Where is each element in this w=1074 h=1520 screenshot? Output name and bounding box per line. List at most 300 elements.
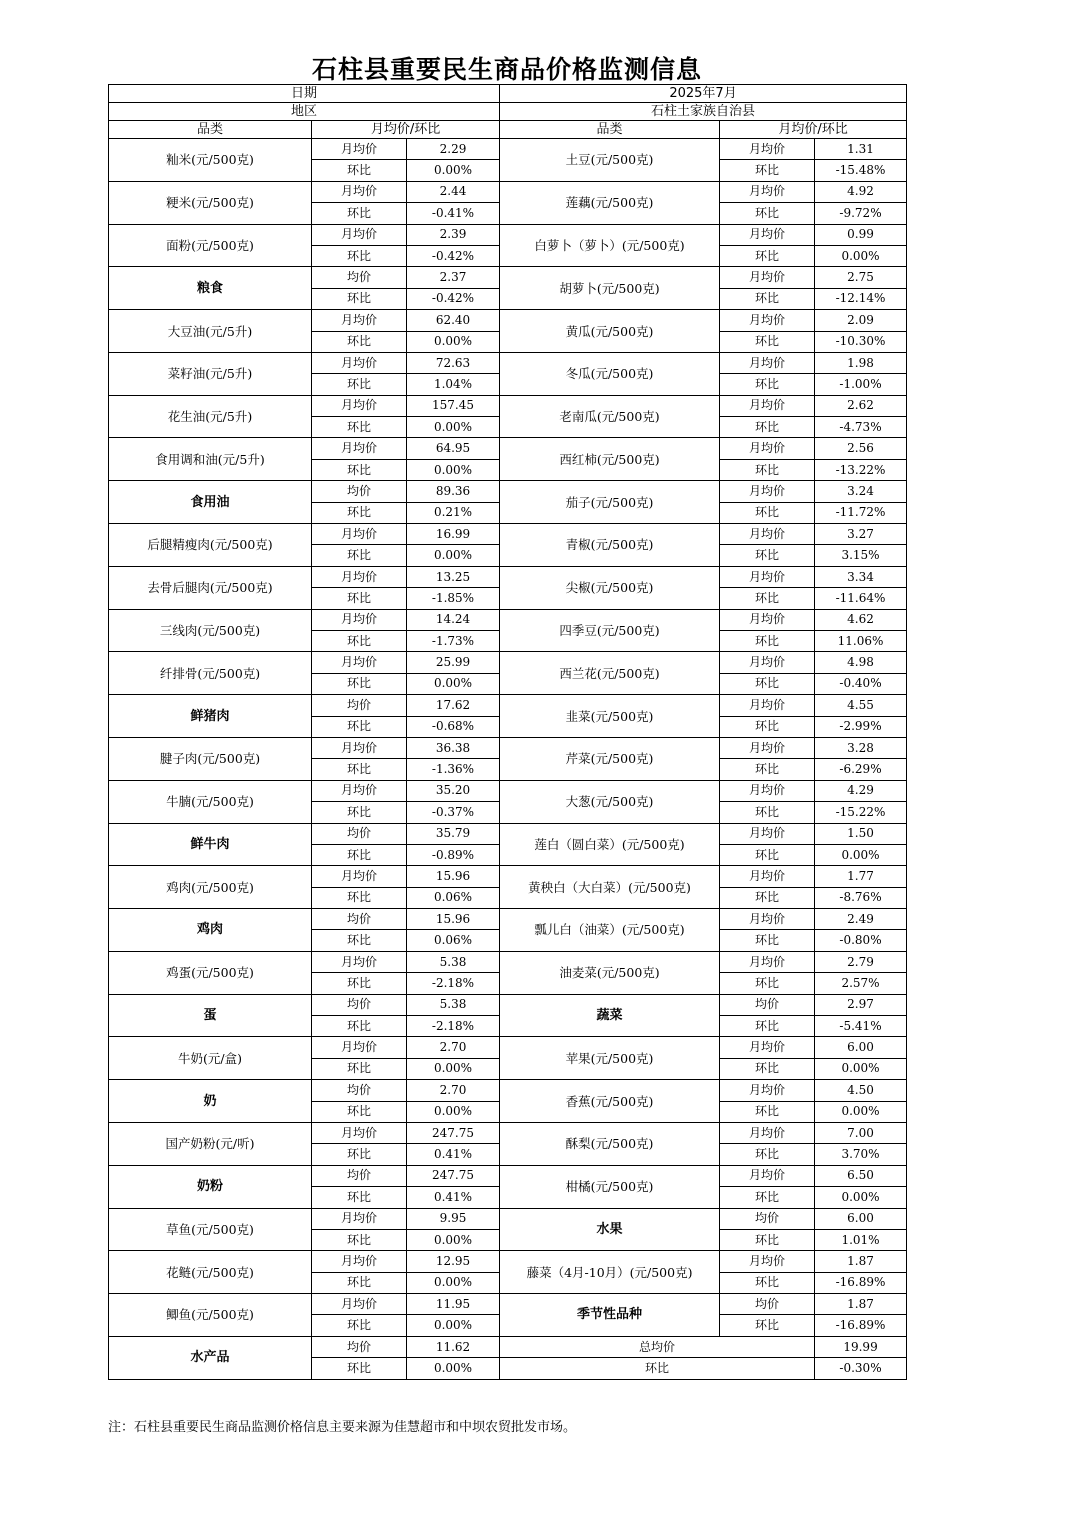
right-ratio-value: -11.64% (815, 588, 907, 609)
right-item-name: 莲藕(元/500克) (500, 181, 720, 224)
right-ratio-label: 环比 (720, 1101, 815, 1122)
date-label: 日期 (109, 85, 500, 103)
right-price-label: 月均价 (720, 139, 815, 160)
left-price-label: 均价 (312, 481, 407, 502)
right-ratio-label: 环比 (720, 245, 815, 266)
right-ratio-label: 环比 (720, 759, 815, 780)
table-row (109, 909, 907, 930)
right-price-value: 1.31 (815, 139, 907, 160)
left-price-label: 均价 (312, 695, 407, 716)
left-ratio-label: 环比 (312, 374, 407, 395)
right-item-name: 冬瓜(元/500克) (500, 352, 720, 395)
left-price-label: 月均价 (312, 1251, 407, 1272)
left-price-label: 月均价 (312, 1208, 407, 1229)
table-row (109, 951, 907, 972)
right-price-label: 月均价 (720, 395, 815, 416)
left-item-name: 牛腩(元/500克) (109, 780, 312, 823)
left-ratio-label: 环比 (312, 1016, 407, 1037)
right-ratio-value: 1.01% (815, 1229, 907, 1250)
right-price-value: 3.24 (815, 481, 907, 502)
left-price-value: 5.38 (407, 994, 500, 1015)
left-price-value: 9.95 (407, 1208, 500, 1229)
table-row (109, 1165, 907, 1186)
left-group-name: 奶 (109, 1080, 312, 1123)
left-item-name: 三线肉(元/500克) (109, 609, 312, 652)
left-price-label: 月均价 (312, 1294, 407, 1315)
left-price-label: 月均价 (312, 181, 407, 202)
right-ratio-value: -4.73% (815, 417, 907, 438)
left-ratio-value: 0.00% (407, 545, 500, 566)
right-price-value: 3.28 (815, 737, 907, 758)
right-ratio-value: 2.57% (815, 973, 907, 994)
left-price-label: 月均价 (312, 310, 407, 331)
left-price-value: 2.37 (407, 267, 500, 288)
left-item-name: 国产奶粉(元/听) (109, 1122, 312, 1165)
right-price-label: 月均价 (720, 267, 815, 288)
table-row (109, 1122, 907, 1143)
right-ratio-value: -5.41% (815, 1016, 907, 1037)
left-ratio-value: 0.00% (407, 160, 500, 181)
left-price-label: 月均价 (312, 652, 407, 673)
right-ratio-value: 0.00% (815, 844, 907, 865)
left-price-label: 月均价 (312, 609, 407, 630)
left-ratio-label: 环比 (312, 417, 407, 438)
right-price-label: 均价 (720, 1208, 815, 1229)
left-ratio-label: 环比 (312, 203, 407, 224)
left-price-value: 11.95 (407, 1294, 500, 1315)
left-price-value: 2.39 (407, 224, 500, 245)
table-row (109, 780, 907, 801)
right-ratio-value: -12.14% (815, 288, 907, 309)
left-item-name: 面粉(元/500克) (109, 224, 312, 267)
right-ratio-value: -10.30% (815, 331, 907, 352)
left-price-label: 月均价 (312, 866, 407, 887)
right-price-label: 月均价 (720, 224, 815, 245)
left-item-name: 鸡肉(元/500克) (109, 866, 312, 909)
table-row (109, 1080, 907, 1101)
table-row (109, 566, 907, 587)
right-ratio-label: 环比 (720, 288, 815, 309)
right-price-label: 月均价 (720, 1037, 815, 1058)
total-ratio-value: -0.30% (815, 1358, 907, 1379)
right-ratio-label: 环比 (720, 630, 815, 651)
left-item-name: 花鲢(元/500克) (109, 1251, 312, 1294)
right-price-value: 2.62 (815, 395, 907, 416)
left-price-label: 月均价 (312, 566, 407, 587)
right-price-value: 2.75 (815, 267, 907, 288)
right-ratio-label: 环比 (720, 802, 815, 823)
left-ratio-value: 0.00% (407, 417, 500, 438)
left-ratio-label: 环比 (312, 1187, 407, 1208)
left-item-name: 粳米(元/500克) (109, 181, 312, 224)
left-price-value: 2.44 (407, 181, 500, 202)
left-item-name: 大豆油(元/5升) (109, 310, 312, 353)
region-row (109, 103, 907, 121)
right-item-name: 柑橘(元/500克) (500, 1165, 720, 1208)
left-price-label: 均价 (312, 1165, 407, 1186)
right-ratio-value: 0.00% (815, 1101, 907, 1122)
left-ratio-label: 环比 (312, 802, 407, 823)
right-ratio-label: 环比 (720, 1315, 815, 1336)
left-ratio-label: 环比 (312, 545, 407, 566)
right-item-name: 苹果(元/500克) (500, 1037, 720, 1080)
left-ratio-label: 环比 (312, 844, 407, 865)
right-ratio-label: 环比 (720, 203, 815, 224)
right-item-name: 香蕉(元/500克) (500, 1080, 720, 1123)
right-item-name: 茄子(元/500克) (500, 481, 720, 524)
right-group-name: 水果 (500, 1208, 720, 1251)
left-ratio-value: -1.85% (407, 588, 500, 609)
left-category-header: 品类 (109, 121, 312, 139)
right-price-label: 均价 (720, 994, 815, 1015)
table-row (109, 224, 907, 245)
table-row (109, 352, 907, 373)
left-price-value: 35.79 (407, 823, 500, 844)
right-ratio-label: 环比 (720, 673, 815, 694)
right-ratio-label: 环比 (720, 1272, 815, 1293)
right-item-name: 白萝卜（萝卜）(元/500克) (500, 224, 720, 267)
left-item-name: 鲫鱼(元/500克) (109, 1294, 312, 1337)
right-item-name: 瓢儿白（油菜）(元/500克) (500, 909, 720, 952)
right-price-label: 月均价 (720, 737, 815, 758)
left-price-value: 16.99 (407, 524, 500, 545)
left-ratio-label: 环比 (312, 759, 407, 780)
right-ratio-label: 环比 (720, 1187, 815, 1208)
left-ratio-label: 环比 (312, 588, 407, 609)
right-price-value: 2.49 (815, 909, 907, 930)
right-ratio-value: -15.48% (815, 160, 907, 181)
right-price-value: 1.98 (815, 352, 907, 373)
left-price-value: 247.75 (407, 1165, 500, 1186)
left-ratio-label: 环比 (312, 973, 407, 994)
left-ratio-label: 环比 (312, 673, 407, 694)
right-ratio-value: 11.06% (815, 630, 907, 651)
right-ratio-label: 环比 (720, 588, 815, 609)
left-price-label: 月均价 (312, 951, 407, 972)
left-price-value: 12.95 (407, 1251, 500, 1272)
left-ratio-value: 1.04% (407, 374, 500, 395)
table-row (109, 395, 907, 416)
left-price-value: 5.38 (407, 951, 500, 972)
right-price-label: 月均价 (720, 609, 815, 630)
total-price-value: 19.99 (815, 1336, 907, 1357)
right-price-label: 月均价 (720, 951, 815, 972)
left-item-name: 菜籽油(元/5升) (109, 352, 312, 395)
right-price-label: 均价 (720, 1294, 815, 1315)
right-price-value: 1.87 (815, 1294, 907, 1315)
left-price-value: 14.24 (407, 609, 500, 630)
right-price-label: 月均价 (720, 823, 815, 844)
right-price-label: 月均价 (720, 481, 815, 502)
table-row (109, 866, 907, 887)
table-row (109, 609, 907, 630)
right-ratio-label: 环比 (720, 545, 815, 566)
table-row (109, 1251, 907, 1272)
left-group-name: 食用油 (109, 481, 312, 524)
table-row (109, 267, 907, 288)
right-price-label: 月均价 (720, 1251, 815, 1272)
left-price-label: 月均价 (312, 1037, 407, 1058)
left-ratio-label: 环比 (312, 245, 407, 266)
column-header-row (109, 121, 907, 139)
right-ratio-value: -2.99% (815, 716, 907, 737)
left-price-label: 月均价 (312, 395, 407, 416)
left-price-label: 月均价 (312, 524, 407, 545)
left-ratio-label: 环比 (312, 331, 407, 352)
left-price-value: 13.25 (407, 566, 500, 587)
region-value: 石柱土家族自治县 (500, 103, 907, 121)
left-ratio-label: 环比 (312, 288, 407, 309)
right-price-label: 月均价 (720, 1165, 815, 1186)
table-row (109, 1208, 907, 1229)
right-ratio-value: 3.15% (815, 545, 907, 566)
left-ratio-value: -0.42% (407, 245, 500, 266)
right-price-value: 1.77 (815, 866, 907, 887)
left-ratio-value: 0.41% (407, 1144, 500, 1165)
left-item-name: 草鱼(元/500克) (109, 1208, 312, 1251)
right-price-value: 4.98 (815, 652, 907, 673)
left-price-value: 72.63 (407, 352, 500, 373)
left-price-label: 均价 (312, 909, 407, 930)
right-group-name: 季节性品种 (500, 1294, 720, 1337)
left-price-value: 11.62 (407, 1336, 500, 1357)
right-ratio-label: 环比 (720, 331, 815, 352)
table-row (109, 695, 907, 716)
right-ratio-value: -16.89% (815, 1315, 907, 1336)
left-price-label: 均价 (312, 994, 407, 1015)
left-ratio-label: 环比 (312, 502, 407, 523)
right-price-value: 1.50 (815, 823, 907, 844)
right-item-name: 西兰花(元/500克) (500, 652, 720, 695)
right-ratio-value: -1.00% (815, 374, 907, 395)
right-ratio-label: 环比 (720, 1144, 815, 1165)
right-price-value: 4.29 (815, 780, 907, 801)
left-ratio-label: 环比 (312, 930, 407, 951)
right-price-value: 3.34 (815, 566, 907, 587)
left-group-name: 奶粉 (109, 1165, 312, 1208)
left-ratio-value: 0.06% (407, 887, 500, 908)
date-value: 2025年7月 (500, 85, 907, 103)
right-item-name: 芹菜(元/500克) (500, 737, 720, 780)
source-note: 注：石柱县重要民生商品监测价格信息主要来源为佳慧超市和中坝农贸批发市场。 (108, 1420, 577, 1435)
right-price-value: 2.97 (815, 994, 907, 1015)
right-ratio-value: -9.72% (815, 203, 907, 224)
right-price-value: 1.87 (815, 1251, 907, 1272)
left-ratio-value: 0.00% (407, 1272, 500, 1293)
table-row (109, 181, 907, 202)
left-ratio-value: 0.21% (407, 502, 500, 523)
left-price-value: 247.75 (407, 1122, 500, 1143)
right-ratio-value: -0.80% (815, 930, 907, 951)
left-group-name: 蛋 (109, 994, 312, 1037)
left-ratio-value: -0.68% (407, 716, 500, 737)
left-ratio-value: 0.00% (407, 459, 500, 480)
left-ratio-value: -1.73% (407, 630, 500, 651)
right-item-name: 胡萝卜(元/500克) (500, 267, 720, 310)
left-ratio-value: -0.37% (407, 802, 500, 823)
left-item-name: 籼米(元/500克) (109, 139, 312, 182)
table-row (109, 524, 907, 545)
right-ratio-label: 环比 (720, 973, 815, 994)
left-ratio-value: 0.41% (407, 1187, 500, 1208)
right-price-value: 2.09 (815, 310, 907, 331)
left-price-value: 35.20 (407, 780, 500, 801)
left-ratio-label: 环比 (312, 1358, 407, 1379)
left-ratio-label: 环比 (312, 1229, 407, 1250)
left-group-name: 水产品 (109, 1336, 312, 1379)
left-ratio-label: 环比 (312, 160, 407, 181)
left-price-value: 17.62 (407, 695, 500, 716)
left-price-value: 89.36 (407, 481, 500, 502)
left-ratio-label: 环比 (312, 630, 407, 651)
right-item-name: 莲白（圆白菜）(元/500克) (500, 823, 720, 866)
left-ratio-value: -0.42% (407, 288, 500, 309)
left-item-name: 鸡蛋(元/500克) (109, 951, 312, 994)
right-group-name: 蔬菜 (500, 994, 720, 1037)
right-price-value: 4.55 (815, 695, 907, 716)
right-price-label: 月均价 (720, 695, 815, 716)
right-item-name: 西红柿(元/500克) (500, 438, 720, 481)
left-price-value: 15.96 (407, 909, 500, 930)
right-ratio-label: 环比 (720, 1058, 815, 1079)
left-price-label: 均价 (312, 1080, 407, 1101)
right-item-name: 尖椒(元/500克) (500, 566, 720, 609)
left-price-value: 157.45 (407, 395, 500, 416)
right-price-value: 0.99 (815, 224, 907, 245)
right-price-label: 月均价 (720, 181, 815, 202)
total-price-label: 总均价 (500, 1336, 815, 1357)
right-ratio-label: 环比 (720, 716, 815, 737)
right-ratio-value: -0.40% (815, 673, 907, 694)
left-item-name: 纤排骨(元/500克) (109, 652, 312, 695)
right-price-label: 月均价 (720, 352, 815, 373)
region-label: 地区 (109, 103, 500, 121)
left-price-label: 均价 (312, 267, 407, 288)
left-group-name: 粮食 (109, 267, 312, 310)
right-ratio-value: -15.22% (815, 802, 907, 823)
left-price-value: 15.96 (407, 866, 500, 887)
left-price-label: 月均价 (312, 438, 407, 459)
right-item-name: 黄瓜(元/500克) (500, 310, 720, 353)
left-item-name: 花生油(元/5升) (109, 395, 312, 438)
left-price-label: 月均价 (312, 139, 407, 160)
left-ratio-value: 0.00% (407, 1229, 500, 1250)
right-ratio-value: -13.22% (815, 459, 907, 480)
left-price-value: 2.29 (407, 139, 500, 160)
left-ratio-value: 0.00% (407, 673, 500, 694)
left-ratio-label: 环比 (312, 1058, 407, 1079)
right-ratio-label: 环比 (720, 1229, 815, 1250)
right-price-value: 2.79 (815, 951, 907, 972)
right-ratio-value: -11.72% (815, 502, 907, 523)
right-price-label: 月均价 (720, 780, 815, 801)
table-row (109, 1294, 907, 1315)
right-price-value: 6.00 (815, 1037, 907, 1058)
left-price-label: 月均价 (312, 737, 407, 758)
left-ratio-label: 环比 (312, 716, 407, 737)
left-item-name: 腱子肉(元/500克) (109, 737, 312, 780)
right-item-name: 黄秧白（大白菜）(元/500克) (500, 866, 720, 909)
right-ratio-value: 0.00% (815, 1187, 907, 1208)
right-item-name: 油麦菜(元/500克) (500, 951, 720, 994)
left-price-value: 64.95 (407, 438, 500, 459)
left-price-ratio-header: 月均价/环比 (312, 121, 500, 139)
left-ratio-label: 环比 (312, 1101, 407, 1122)
left-ratio-value: 0.00% (407, 331, 500, 352)
table-row (109, 823, 907, 844)
right-item-name: 老南瓜(元/500克) (500, 395, 720, 438)
left-price-value: 2.70 (407, 1037, 500, 1058)
right-price-label: 月均价 (720, 566, 815, 587)
left-item-name: 食用调和油(元/5升) (109, 438, 312, 481)
right-price-label: 月均价 (720, 1080, 815, 1101)
right-ratio-value: -6.29% (815, 759, 907, 780)
left-ratio-value: -2.18% (407, 1016, 500, 1037)
left-ratio-value: 0.06% (407, 930, 500, 951)
right-price-value: 4.62 (815, 609, 907, 630)
table-row (109, 737, 907, 758)
left-ratio-label: 环比 (312, 1315, 407, 1336)
left-group-name: 鲜猪肉 (109, 695, 312, 738)
left-ratio-value: -0.41% (407, 203, 500, 224)
right-item-name: 四季豆(元/500克) (500, 609, 720, 652)
right-price-value: 6.50 (815, 1165, 907, 1186)
table-row (109, 1037, 907, 1058)
table-row (109, 438, 907, 459)
table-row (109, 994, 907, 1015)
left-price-value: 2.70 (407, 1080, 500, 1101)
left-price-label: 均价 (312, 823, 407, 844)
left-price-value: 36.38 (407, 737, 500, 758)
right-ratio-value: 0.00% (815, 1058, 907, 1079)
table-row (109, 1336, 907, 1357)
left-price-value: 25.99 (407, 652, 500, 673)
right-price-label: 月均价 (720, 1122, 815, 1143)
right-ratio-label: 环比 (720, 502, 815, 523)
left-ratio-value: -2.18% (407, 973, 500, 994)
right-price-value: 2.56 (815, 438, 907, 459)
left-price-label: 均价 (312, 1336, 407, 1357)
right-ratio-value: -8.76% (815, 887, 907, 908)
right-ratio-label: 环比 (720, 1016, 815, 1037)
right-ratio-value: 3.70% (815, 1144, 907, 1165)
left-ratio-value: -0.89% (407, 844, 500, 865)
left-ratio-label: 环比 (312, 887, 407, 908)
right-item-name: 大葱(元/500克) (500, 780, 720, 823)
right-price-label: 月均价 (720, 909, 815, 930)
left-item-name: 去骨后腿肉(元/500克) (109, 566, 312, 609)
right-price-label: 月均价 (720, 310, 815, 331)
right-price-label: 月均价 (720, 524, 815, 545)
right-item-name: 土豆(元/500克) (500, 139, 720, 182)
right-ratio-label: 环比 (720, 417, 815, 438)
table-row (109, 310, 907, 331)
left-ratio-label: 环比 (312, 459, 407, 480)
total-ratio-label: 环比 (500, 1358, 815, 1379)
right-ratio-label: 环比 (720, 374, 815, 395)
left-item-name: 牛奶(元/盒) (109, 1037, 312, 1080)
right-price-label: 月均价 (720, 438, 815, 459)
right-price-value: 3.27 (815, 524, 907, 545)
right-price-label: 月均价 (720, 652, 815, 673)
right-item-name: 青椒(元/500克) (500, 524, 720, 567)
right-price-value: 4.50 (815, 1080, 907, 1101)
right-price-label: 月均价 (720, 866, 815, 887)
left-price-label: 月均价 (312, 352, 407, 373)
left-ratio-value: 0.00% (407, 1058, 500, 1079)
right-ratio-label: 环比 (720, 844, 815, 865)
table-row (109, 481, 907, 502)
